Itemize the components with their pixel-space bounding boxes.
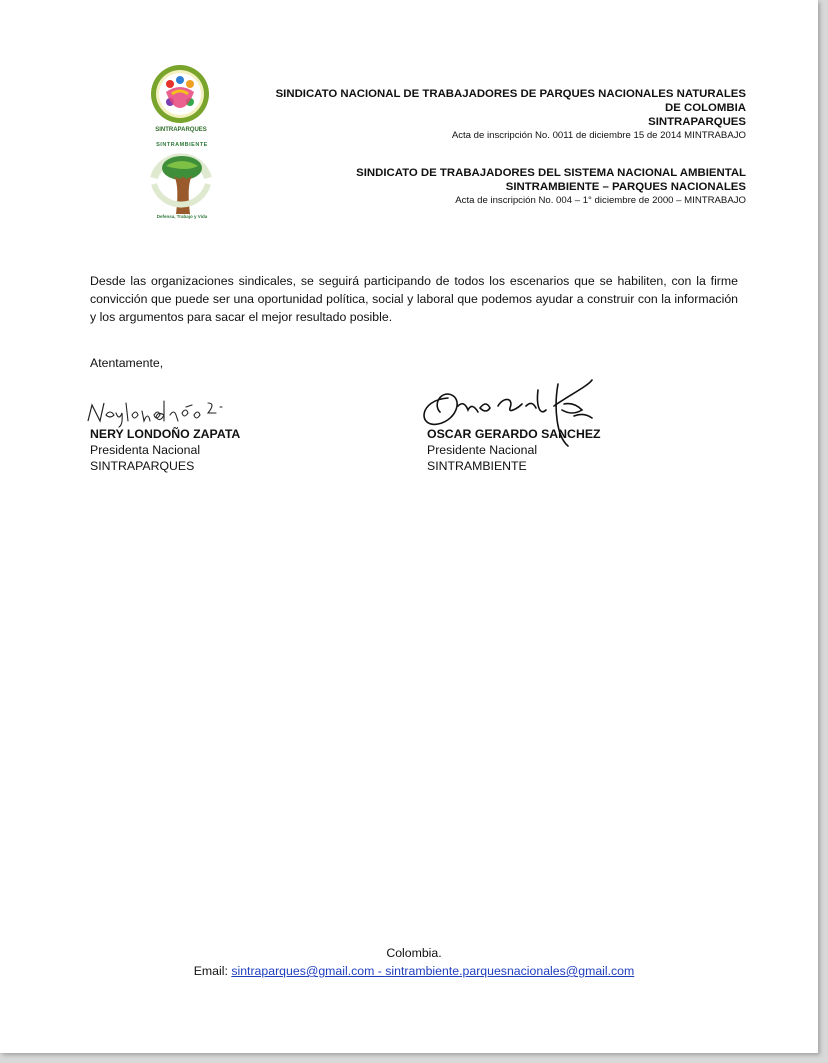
header1-line2: DE COLOMBIA	[665, 102, 746, 114]
footer-email-label: Email:	[193, 964, 228, 978]
sintrambiente-logo	[146, 140, 216, 222]
footer	[0, 944, 828, 980]
footer-country: Colombia.	[386, 946, 442, 960]
signer1-name: NERY LONDOÑO ZAPATA	[90, 427, 241, 441]
email-link-sintrambiente[interactable]: sintrambiente.parquesnacionales@gmail.com	[385, 964, 635, 978]
sintraparques-logo-label: SINTRAPARQUES	[155, 127, 207, 133]
signer-block-1	[90, 426, 240, 474]
sintraparques-logo	[148, 64, 212, 140]
footer-email-line	[0, 962, 828, 980]
header2-line2: SINTRAMBIENTE – PARQUES NACIONALES	[505, 181, 746, 193]
header1-line1: SINDICATO NACIONAL DE TRABAJADORES DE PARQUES NACIONALES NATURALES	[275, 88, 746, 100]
signer-block-2	[427, 426, 601, 474]
sintrambiente-logo-label: SINTRAMBIENTE	[156, 142, 208, 148]
closing-text: Atentamente,	[90, 356, 164, 370]
header1-acta: Acta de inscripción No. 0011 de diciembre 15 de 2014 MINTRABAJO	[451, 130, 746, 141]
body-paragraph: Desde las organizaciones sindicales, se seguirá participando de todos los escenarios que se habiliten, con la firme convicción que puede ser una oportunidad política, social y laboral que podemos ayudar a construir con la información y los argumentos para sacar el mejor resultado posible.	[90, 274, 738, 324]
signer2-role: Presidente Nacional	[427, 443, 538, 457]
tree-icon	[146, 140, 216, 222]
email-link-sintraparques[interactable]: sintraparques@gmail.com -	[231, 964, 386, 978]
header-sintrambiente	[226, 166, 746, 207]
signer2-org: SINTRAMBIENTE	[427, 459, 527, 473]
signer1-role: Presidenta Nacional	[90, 443, 201, 457]
signature-nery-londono	[86, 393, 266, 429]
header1-line3: SINTRAPARQUES	[648, 116, 746, 128]
header2-acta: Acta de inscripción No. 004 – 1° diciembre de 2000 – MINTRABAJO	[455, 195, 746, 206]
header-sintraparques	[226, 87, 746, 142]
signer2-name: OSCAR GERARDO SANCHEZ	[427, 427, 601, 441]
header2-line1: SINDICATO DE TRABAJADORES DEL SISTEMA NACIONAL AMBIENTAL	[356, 167, 746, 179]
sintrambiente-logo-motto: Defensa, Trabajo y Vida	[156, 214, 208, 219]
signer1-org: SINTRAPARQUES	[90, 459, 195, 473]
